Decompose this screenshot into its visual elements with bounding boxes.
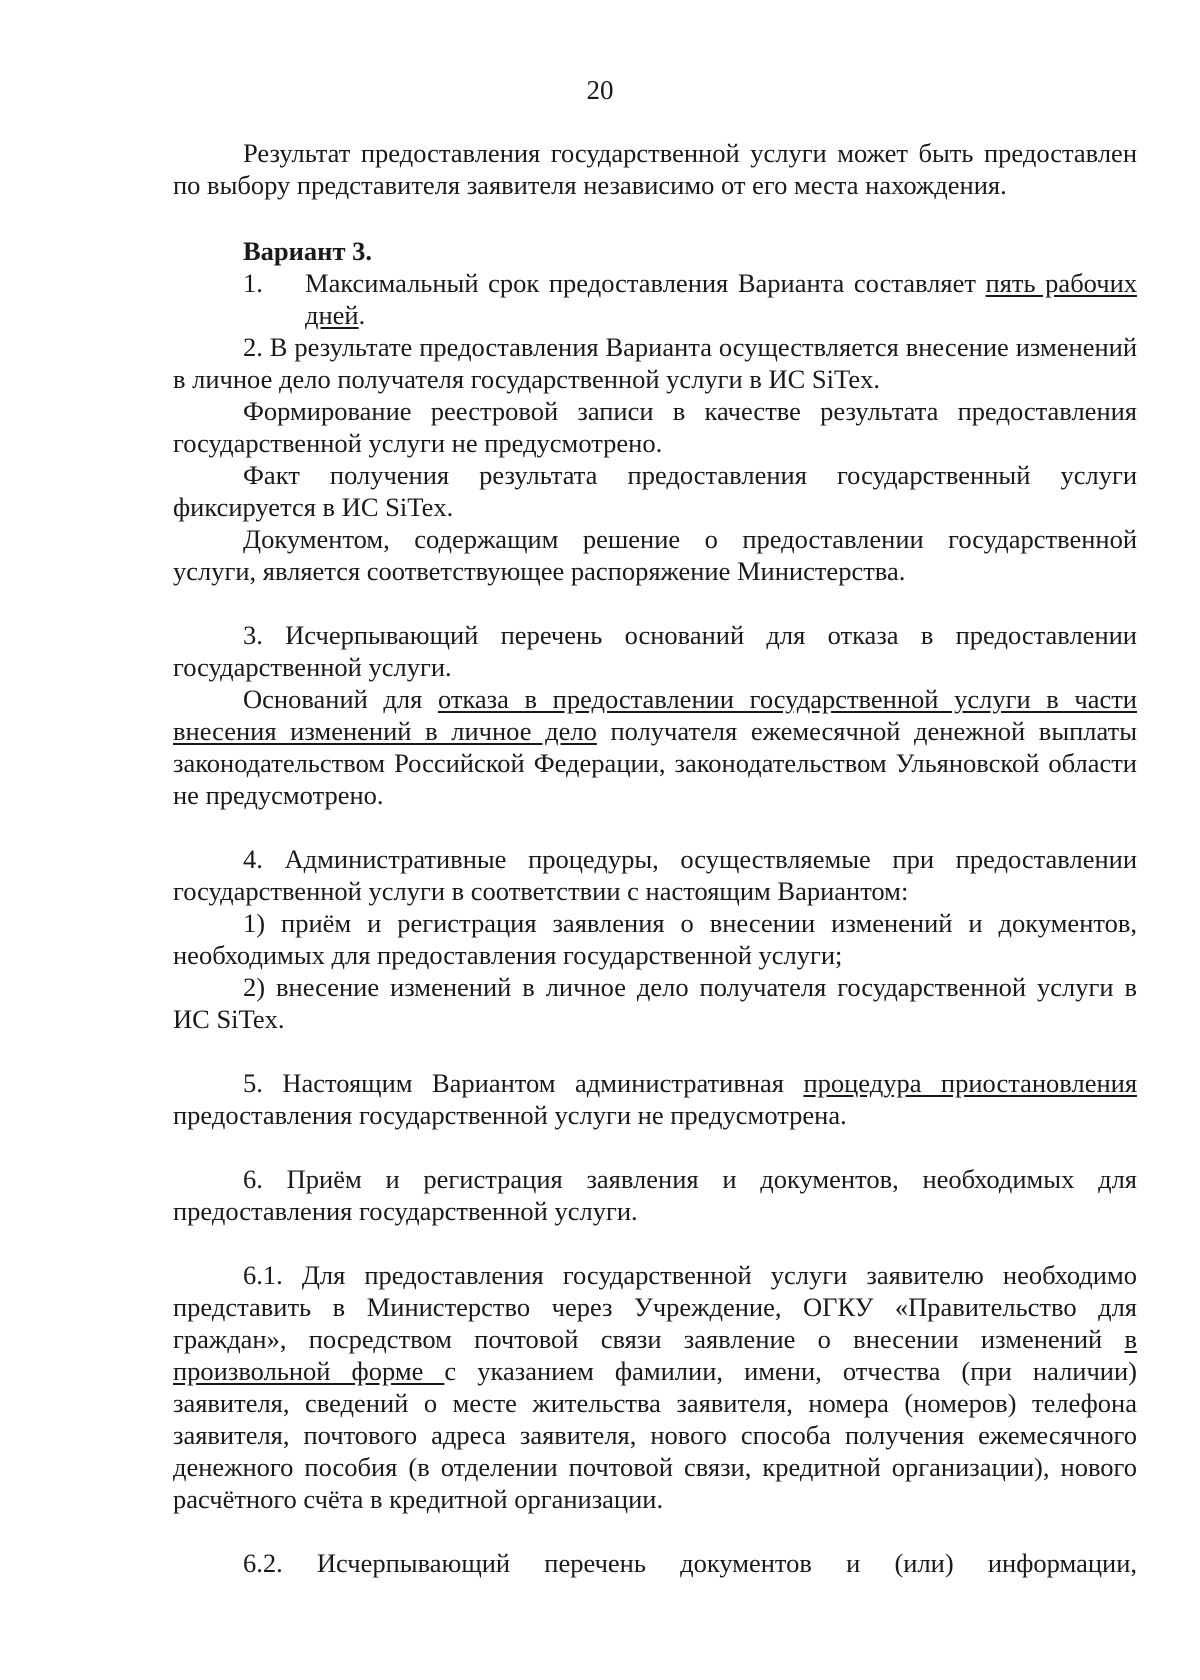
item-6-1-text-a: 6.1. Для предоставления государственной услуги заявителю необходимо представить в Министерство через Учреждение, ОГКУ «Правительство для граждан», посредством почтовой связи заявление о внесении изменений: [173, 1260, 1137, 1354]
paragraph-item-4-2: 2) внесение изменений в личное дело получателя государственной услуги в ИС SiTex.: [173, 972, 1137, 1034]
page-number: 20: [586, 75, 614, 105]
item-6-1-text-b: с указанием фамилии, имени, отчества (при наличии) заявителя, сведений о месте жительства заявителя, номера (номеров) телефона заявителя, почтового адреса заявителя, нового способа получения ежемесячного денежного пособия (в отделении почтовой связи, кредитной организации), нового расчётного счёта в кредитной организации.: [173, 1356, 1137, 1514]
item-5-text-a: 5. Настоящим Вариантом административная: [243, 1068, 804, 1098]
paragraph-item-2: 2. В результате предоставления Варианта осуществляется внесение изменений в личное дело получателя государственной услуги в ИС SiTex.: [173, 332, 1137, 394]
paragraph-item-5: [173, 1067, 1137, 1131]
paragraph-item-6: 6. Приём и регистрация заявления и документов, необходимых для предоставления государственной услуги.: [173, 1164, 1137, 1226]
paragraph-item-6-2: 6.2. Исчерпывающий перечень документов и (или) информации,: [243, 1548, 1137, 1578]
paragraph-item-4: 4. Административные процедуры, осуществляемые при предоставлении государственной услуги в соответствии с настоящим Вариантом:: [173, 844, 1137, 906]
paragraph-item-3: 3. Исчерпывающий перечень оснований для отказа в предоставлении государственной услуги.: [173, 620, 1137, 682]
item-5-underlined: процедура приостановления: [803, 1068, 1138, 1098]
paragraph-item-4-1: 1) приём и регистрация заявления о внесении изменений и документов, необходимых для предоставления государственной услуги;: [173, 908, 1137, 970]
document-body: [173, 137, 1137, 1579]
grounds-text-b: получателя ежемесячной денежной выплаты законодательством Российской Федерации, законодательством Ульяновской области не предусмотрено.: [173, 716, 1137, 810]
paragraph-grounds: [173, 683, 1137, 811]
grounds-underlined: отказа в предоставлении государственной услуги в части внесения изменений в личное дело: [173, 684, 1137, 746]
paragraph-document: Документом, содержащим решение о предоставлении государственной услуги, является соответствующее распоряжение Министерства.: [173, 524, 1137, 586]
list-item-1-text-a: Максимальный срок предоставления Варианта составляет: [305, 268, 986, 298]
item-5-text-b: предоставления государственной услуги не предусмотрена.: [173, 1100, 847, 1130]
paragraph-intro: Результат предоставления государственной услуги может быть предоставлен по выбору представителя заявителя независимо от его места нахождения.: [173, 138, 1137, 200]
list-item-1-deadline: пять рабочих дней: [305, 268, 1138, 330]
paragraph-fact: Факт получения результата предоставления государственный услуги фиксируется в ИС SiTex.: [173, 460, 1137, 522]
grounds-text-a: Оснований для: [243, 684, 438, 714]
paragraph-item-6-1: [173, 1259, 1137, 1515]
paragraph-registry: Формирование реестровой записи в качестве результата предоставления государственной услуги не предусмотрено.: [173, 396, 1137, 458]
item-6-1-underlined: в произвольной форме: [173, 1324, 1137, 1386]
list-item-1-number: 1.: [243, 268, 263, 298]
list-item-1: [173, 267, 1137, 331]
variant-heading: Вариант 3.: [243, 236, 372, 266]
list-item-1-text-b: .: [358, 300, 366, 330]
list-item-1-text: [305, 267, 1137, 331]
